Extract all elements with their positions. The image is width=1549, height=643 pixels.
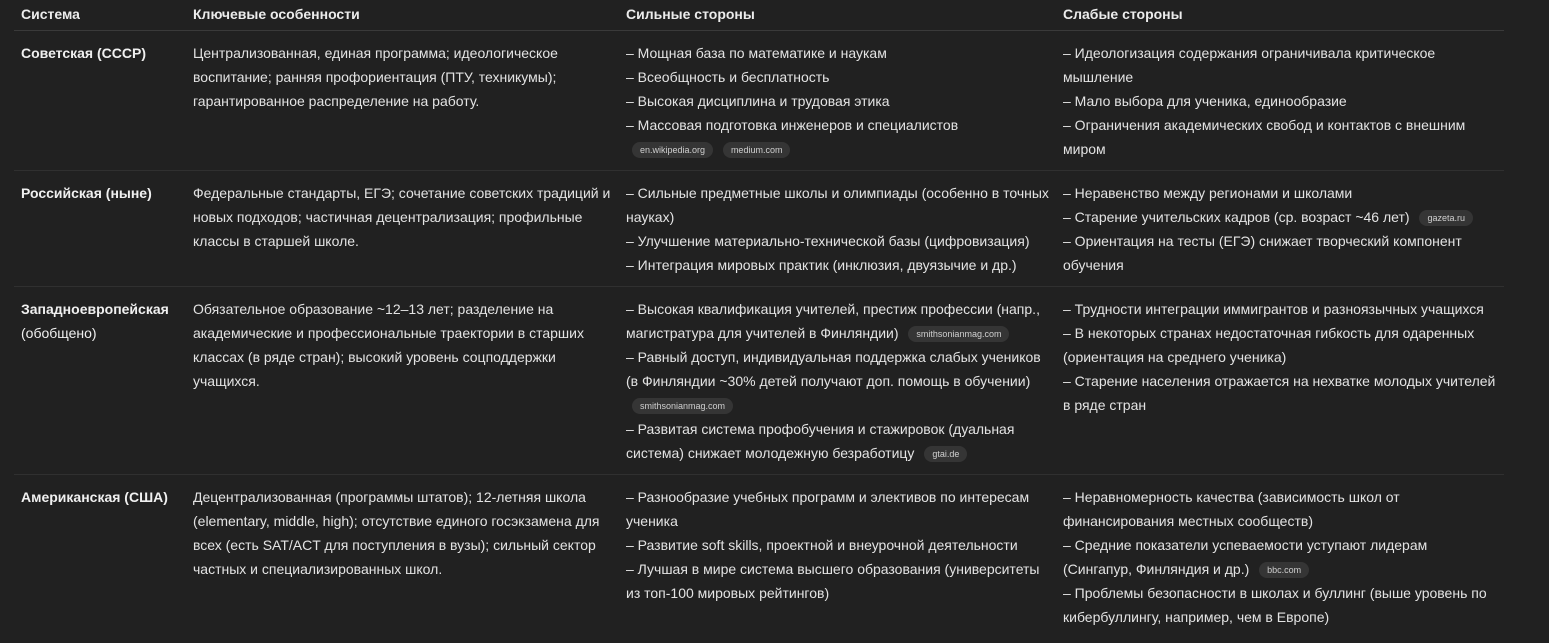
header-strengths: Сильные стороны (619, 0, 1056, 31)
weakness-item (1063, 89, 1497, 113)
strengths-cell (619, 171, 1056, 287)
weakness-item (1063, 181, 1497, 205)
system-name: Советская (СССР) (21, 45, 146, 61)
weakness-item (1063, 321, 1497, 369)
strength-item (626, 253, 1049, 277)
weakness-item-text: – Идеологизация содержания ограничивала критическое мышление (1063, 45, 1436, 85)
strength-item (626, 485, 1049, 533)
weakness-item-text: – Мало выбора для ученика, единообразие (1063, 93, 1347, 109)
weakness-item-text: – Ограничения академических свобод и контактов с внешним миром (1063, 117, 1466, 157)
weakness-item (1063, 205, 1497, 229)
weakness-item-text: – Ориентация на тесты (ЕГЭ) снижает творческий компонент обучения (1063, 233, 1462, 273)
strength-item (626, 297, 1049, 345)
weaknesses-cell (1056, 31, 1504, 171)
table-row-russian (14, 171, 1504, 287)
strength-item-text: – Интеграция мировых практик (инклюзия, двуязычие и др.) (626, 257, 1017, 273)
strength-item (626, 533, 1049, 557)
source-chip[interactable]: medium.com (723, 142, 791, 158)
system-cell (14, 31, 186, 171)
table-row-soviet (14, 31, 1504, 171)
source-chip[interactable]: smithsonianmag.com (908, 326, 1009, 342)
table-body (14, 31, 1504, 639)
features-cell: Децентрализованная (программы штатов); 12-летняя школа (elementary, middle, high); отсутствие единого госэкзамена для всех (есть SAT/ACT для поступления в вузы); сильный сектор частных и специализированных школ. (193, 489, 600, 577)
table-row-western-european (14, 287, 1504, 475)
weakness-item-text: – Неравенство между регионами и школами (1063, 185, 1353, 201)
weakness-item (1063, 113, 1497, 161)
table-header (14, 0, 1504, 31)
strength-item (626, 41, 1049, 65)
system-subtitle: (обобщено) (21, 325, 97, 341)
system-name: Западноевропейская (21, 301, 169, 317)
header-system: Система (14, 0, 186, 31)
strength-item-text: – Высокая квалификация учителей, престиж профессии (напр., магистратура для учителей в Финляндии) (626, 301, 1040, 341)
weakness-item (1063, 41, 1497, 89)
system-cell (14, 171, 186, 287)
features-cell: Обязательное образование ~12–13 лет; разделение на академические и профессиональные траектории в старших классах (в ряде стран); высокий уровень соцподдержки учащихся. (186, 287, 619, 475)
strength-item (626, 113, 1049, 161)
weakness-item (1063, 229, 1497, 277)
weakness-item-text: – Старение населения отражается на нехватке молодых учителей в ряде стран (1063, 373, 1496, 413)
strength-item-text: – Развитие soft skills, проектной и внеурочной деятельности (626, 537, 1018, 553)
strengths-cell (619, 31, 1056, 171)
strength-item-text: – Разнообразие учебных программ и элективов по интересам ученика (626, 489, 1030, 529)
weakness-item-text: – Старение учительских кадров (ср. возраст ~46 лет) (1063, 209, 1410, 225)
system-cell (14, 287, 186, 475)
strength-item-text: – Улучшение материально-технической базы (цифровизация) (626, 233, 1030, 249)
strength-item-text: – Массовая подготовка инженеров и специалистов (626, 117, 959, 133)
weakness-item (1063, 369, 1497, 417)
strength-item (626, 345, 1049, 417)
strength-item-text: – Всеобщность и бесплатность (626, 69, 830, 85)
weaknesses-cell (1056, 171, 1504, 287)
weakness-item-text: – Средние показатели успеваемости уступают лидерам (Сингапур, Финляндия и др.) (1063, 537, 1428, 577)
header-weaknesses: Слабые стороны (1056, 0, 1504, 31)
system-name: Американская (США) (21, 489, 168, 505)
weaknesses-cell (1056, 475, 1504, 639)
system-name: Российская (ныне) (21, 185, 152, 201)
features-cell: Федеральные стандарты, ЕГЭ; сочетание советских традиций и новых подходов; частичная децентрализация; профильные классы в старшей школе. (186, 171, 619, 287)
weaknesses-cell (1056, 287, 1504, 475)
weakness-item-text: – Проблемы безопасности в школах и буллинг (выше уровень по кибербуллингу, например, чем в Европе) (1063, 585, 1487, 625)
system-cell (14, 475, 186, 639)
header-features: Ключевые особенности (186, 0, 619, 31)
strength-item (626, 89, 1049, 113)
header-row (14, 0, 1504, 31)
source-chip[interactable]: gazeta.ru (1419, 210, 1473, 226)
weakness-item-text: – Трудности интеграции иммигрантов и разноязычных учащихся (1063, 301, 1484, 317)
weakness-item (1063, 297, 1497, 321)
source-chip[interactable]: en.wikipedia.org (632, 142, 713, 158)
strength-item-text: – Развитая система профобучения и стажировок (дуальная система) снижает молодежную безработицу (626, 421, 1015, 461)
table-row-american (14, 475, 1504, 639)
strength-item (626, 417, 1049, 465)
comparison-table (14, 0, 1504, 638)
strength-item-text: – Сильные предметные школы и олимпиады (особенно в точных науках) (626, 185, 1049, 225)
weakness-item-text: – В некоторых странах недостаточная гибкость для одаренных (ориентация на среднего ученика) (1063, 325, 1475, 365)
source-chip[interactable]: gtai.de (924, 446, 967, 462)
source-chip[interactable]: bbc.com (1259, 562, 1309, 578)
source-chip[interactable]: smithsonianmag.com (632, 398, 733, 414)
weakness-item (1063, 485, 1497, 533)
weakness-item-text: – Неравномерность качества (зависимость школ от финансирования местных сообществ) (1063, 489, 1400, 529)
strength-item (626, 229, 1049, 253)
strength-item-text: – Высокая дисциплина и трудовая этика (626, 93, 890, 109)
strength-item (626, 181, 1049, 229)
features-cell: Централизованная, единая программа; идеологическое воспитание; ранняя профориентация (ПТУ, техникумы); гарантированное распределение на работу. (186, 31, 619, 171)
comparison-table-container (14, 0, 1504, 638)
strength-item (626, 65, 1049, 89)
strengths-cell (619, 287, 1056, 475)
strength-item-text: – Равный доступ, индивидуальная поддержка слабых учеников (в Финляндии ~30% детей получают доп. помощь в обучении) (626, 349, 1041, 389)
strengths-cell (619, 475, 1056, 639)
strength-item (626, 557, 1049, 605)
weakness-item (1063, 533, 1497, 581)
weakness-item (1063, 581, 1497, 629)
strength-item-text: – Мощная база по математике и наукам (626, 45, 887, 61)
strength-item-text: – Лучшая в мире система высшего образования (университеты из топ-100 мировых рейтингов) (626, 561, 1040, 601)
